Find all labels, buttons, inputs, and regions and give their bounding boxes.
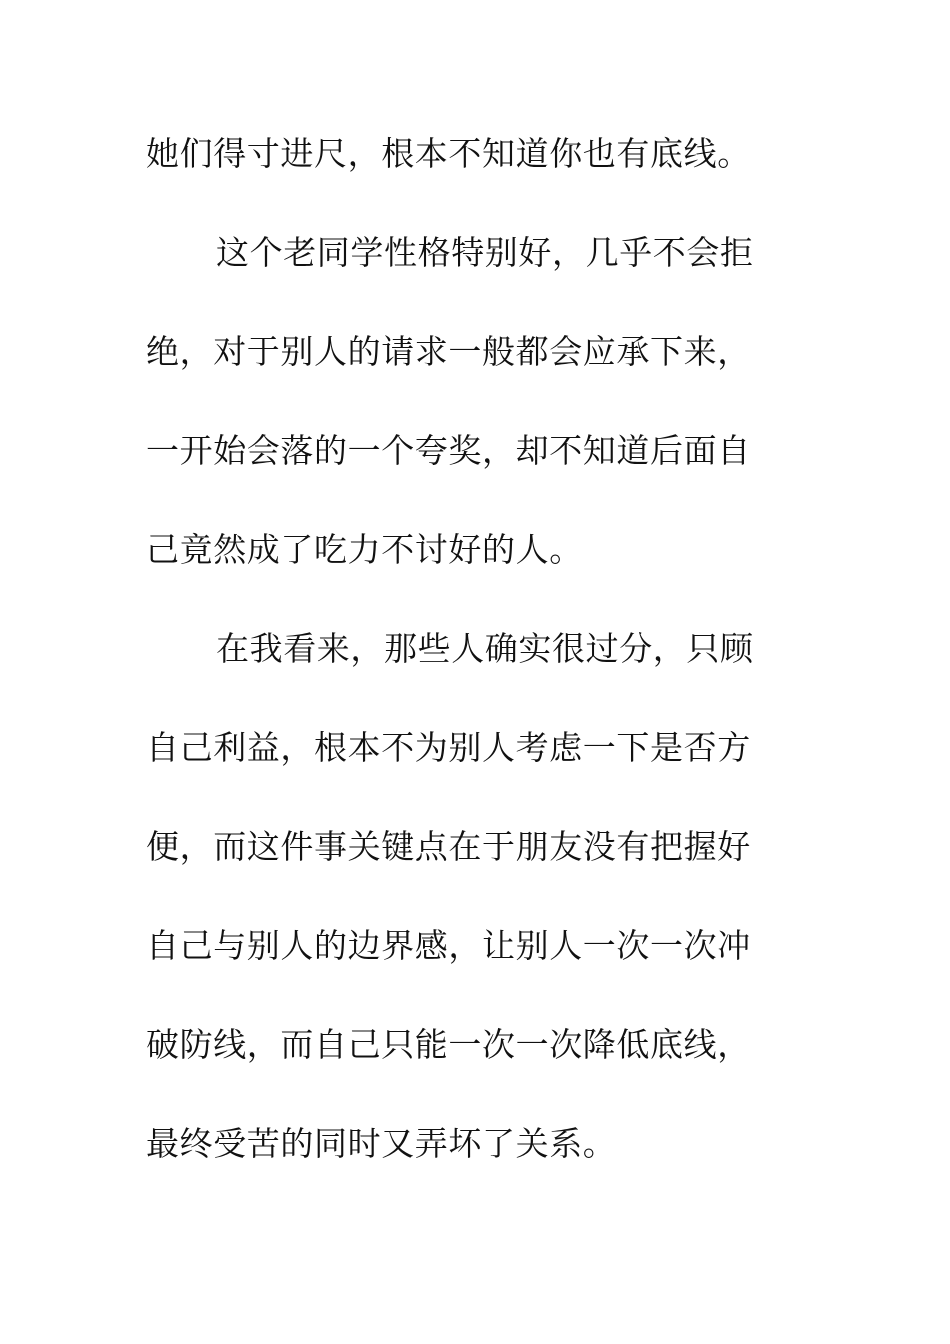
text-line: 最终受苦的同时又弄坏了关系。 [146, 1124, 617, 1163]
text-line: 己竟然成了吃力不讨好的人。 [146, 530, 583, 569]
paragraph-first-line: 在我看来，那些人确实很过分，只顾 [216, 629, 754, 668]
text-line: 绝，对于别人的请求一般都会应承下来， [146, 332, 751, 371]
text-line: 便，而这件事关键点在于朋友没有把握好 [146, 827, 751, 866]
text-line: 自己与别人的边界感，让别人一次一次冲 [146, 926, 751, 965]
body-text [146, 126, 796, 1215]
text-line: 她们得寸进尺，根本不知道你也有底线。 [146, 134, 751, 173]
paragraph-first-line: 这个老同学性格特别好，几乎不会拒 [216, 233, 754, 272]
text-line: 破防线，而自己只能一次一次降低底线， [146, 1025, 751, 1064]
text-line: 自己利益，根本不为别人考虑一下是否方 [146, 728, 751, 767]
text-line: 一开始会落的一个夸奖，却不知道后面自 [146, 431, 751, 470]
